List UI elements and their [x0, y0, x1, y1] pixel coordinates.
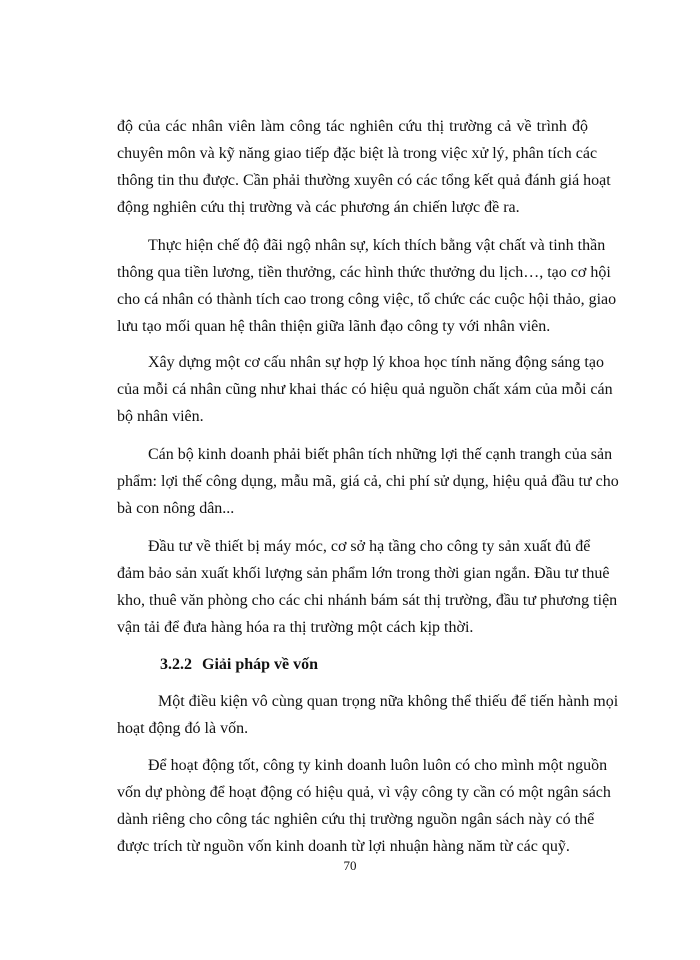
text-line: của mỗi cá nhân cũng như khai thác có hiệu quả nguồn chất xám của mỗi cán	[117, 381, 613, 398]
text-line: dành riêng cho công tác nghiên cứu thị trường nguồn ngân sách này có thể	[117, 811, 595, 828]
text-line: lưu tạo mối quan hệ thân thiện giữa lãnh đạo công ty với nhân viên.	[117, 318, 551, 335]
text-line: chuyên môn và kỹ năng giao tiếp đặc biệt là trong việc xử lý, phân tích các	[117, 145, 598, 162]
text-line: Một điều kiện vô cùng quan trọng nữa không thể thiếu để tiến hành mọi	[158, 693, 619, 710]
text-line: bộ nhân viên.	[117, 408, 204, 425]
text-line: Cán bộ kinh doanh phải biết phân tích những lợi thế cạnh trangh của sản	[148, 446, 613, 463]
text-line: đảm bảo sản xuất khối lượng sản phẩm lớn trong thời gian ngắn. Đầu tư thuê	[117, 565, 610, 582]
section-title: Giải pháp về vốn	[202, 656, 319, 673]
text-line: cho cá nhân có thành tích cao trong công việc, tổ chức các cuộc hội thảo, giao	[117, 291, 617, 308]
section-number: 3.2.2	[160, 656, 192, 673]
text-line: bà con nông dân...	[117, 500, 235, 517]
text-line: Để hoạt động tốt, công ty kinh doanh luôn luôn có cho mình một nguồn	[148, 757, 608, 774]
text-line: độ của các nhân viên làm công tác nghiên cứu thị trường cả về trình độ	[117, 118, 588, 135]
text-line: Xây dựng một cơ cấu nhân sự hợp lý khoa học tính năng động sáng tạo	[148, 354, 604, 371]
text-line: vốn dự phòng để hoạt động có hiệu quả, vì vậy công ty cần có một ngân sách	[117, 784, 611, 801]
text-line: Thực hiện chế độ đãi ngộ nhân sự, kích thích bằng vật chất và tinh thần	[148, 237, 606, 254]
page-number: 70	[343, 858, 357, 873]
text-line: thông tin thu được. Cần phải thường xuyên có các tổng kết quả đánh giá hoạt	[117, 172, 611, 189]
text-line: vận tải để đưa hàng hóa ra thị trường một cách kịp thời.	[117, 619, 474, 636]
text-line: động nghiên cứu thị trường và các phương án chiến lược đề ra.	[117, 199, 520, 216]
text-line: phẩm: lợi thế công dụng, mẫu mã, giá cả, chi phí sử dụng, hiệu quả đầu tư cho	[117, 473, 619, 490]
text-line: thông qua tiền lương, tiền thưởng, các hình thức thưởng du lịch…, tạo cơ hội	[117, 264, 611, 281]
text-line: Đầu tư về thiết bị máy móc, cơ sở hạ tầng cho công ty sản xuất đủ để	[148, 538, 591, 555]
text-line: hoạt động đó là vốn.	[117, 720, 249, 737]
section-heading	[160, 655, 318, 675]
text-line: kho, thuê văn phòng cho các chi nhánh bám sát thị trường, đầu tư phương tiện	[117, 592, 618, 609]
text-line: được trích từ nguồn vốn kinh doanh từ lợi nhuận hàng năm từ các quỹ.	[117, 838, 570, 855]
